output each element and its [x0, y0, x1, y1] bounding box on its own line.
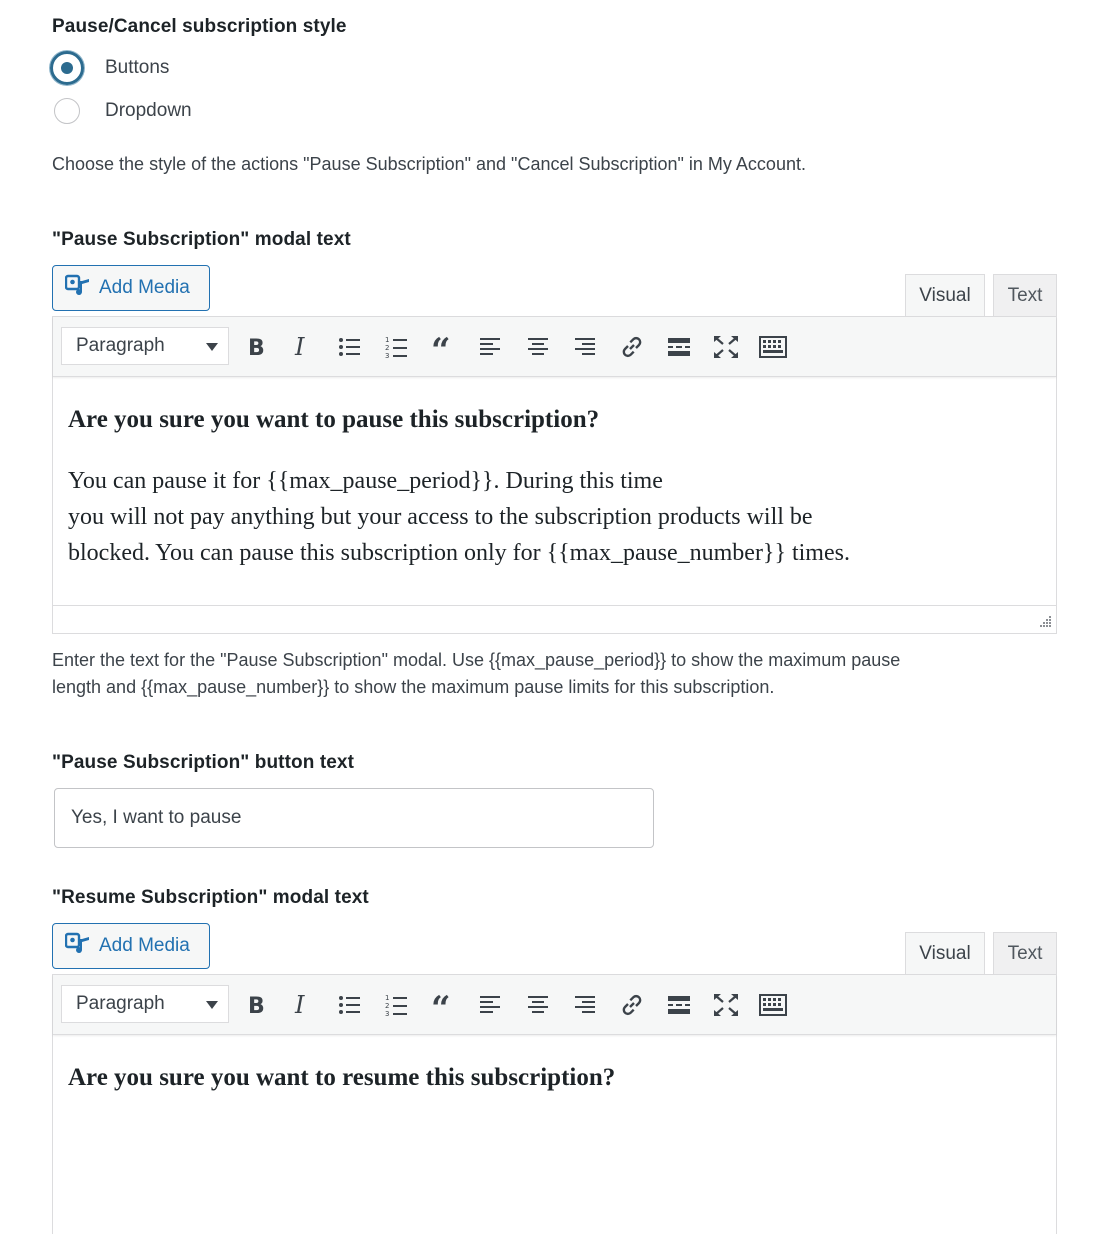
chevron-down-icon — [206, 1001, 218, 1009]
pause-body-line-3: blocked. You can pause this subscription only for {{max_pause_number}} times. — [68, 540, 850, 566]
bullet-list-button[interactable] — [334, 331, 366, 363]
toolbar-toggle-button[interactable] — [757, 331, 789, 363]
tab-text[interactable]: Text — [993, 932, 1057, 974]
format-select-value: Paragraph — [76, 335, 165, 356]
fullscreen-icon — [713, 993, 739, 1017]
align-right-icon — [573, 994, 597, 1016]
bold-button[interactable] — [240, 989, 272, 1021]
svg-text:2: 2 — [385, 344, 390, 352]
align-left-icon — [479, 994, 503, 1016]
align-center-icon — [526, 994, 550, 1016]
svg-text:B: B — [248, 336, 265, 359]
align-right-button[interactable] — [569, 989, 601, 1021]
align-center-icon — [526, 336, 550, 358]
resume-add-media-button[interactable] — [52, 923, 210, 969]
align-left-button[interactable] — [475, 331, 507, 363]
italic-button[interactable] — [286, 989, 318, 1021]
radio-option-dropdown[interactable] — [50, 98, 192, 124]
resume-editor-content[interactable] — [68, 1063, 1041, 1093]
svg-text:I: I — [295, 993, 305, 1017]
numbered-list-button[interactable] — [381, 989, 413, 1021]
align-right-icon — [573, 336, 597, 358]
blockquote-button[interactable] — [428, 331, 460, 363]
italic-button[interactable] — [286, 331, 318, 363]
pause-editor-tabs — [905, 274, 1057, 317]
tab-visual[interactable]: Visual — [905, 932, 985, 974]
numbered-list-button[interactable] — [381, 331, 413, 363]
pause-editor — [52, 316, 1057, 634]
pause-help-line-2: length and {{max_pause_number}} to show the maximum pause limits for this subscription. — [52, 677, 775, 697]
pause-button-text-value: Yes, I want to pause — [71, 807, 242, 828]
format-select[interactable] — [61, 327, 229, 365]
editor-toolbar — [53, 317, 1056, 377]
toolbar-toggle-button[interactable] — [757, 989, 789, 1021]
resume-editor — [52, 974, 1057, 1234]
style-section-title: Pause/Cancel subscription style — [52, 16, 347, 37]
fullscreen-button[interactable] — [710, 331, 742, 363]
quote-icon — [431, 994, 457, 1016]
svg-text:2: 2 — [385, 1002, 390, 1010]
svg-text:1: 1 — [385, 336, 390, 344]
pause-modal-help — [52, 647, 900, 701]
pause-modal-body — [68, 463, 1041, 571]
resume-modal-heading: Are you sure you want to resume this subscription? — [68, 1064, 616, 1091]
style-description: Choose the style of the actions "Pause Subscription" and "Cancel Subscription" in My Account. — [52, 154, 806, 174]
keyboard-icon — [759, 335, 787, 359]
insert-link-button[interactable] — [616, 331, 648, 363]
bullet-list-icon — [338, 336, 362, 358]
pause-body-line-2: you will not pay anything but your access to the subscription products will be — [68, 504, 813, 530]
align-center-button[interactable] — [522, 989, 554, 1021]
add-media-label: Add Media — [99, 277, 190, 298]
radio-option-buttons[interactable] — [50, 51, 169, 85]
svg-text:1: 1 — [385, 994, 390, 1002]
svg-text:3: 3 — [385, 1010, 390, 1017]
add-media-label: Add Media — [99, 935, 190, 956]
blockquote-button[interactable] — [428, 989, 460, 1021]
svg-text:“: “ — [431, 994, 451, 1016]
resume-modal-title: "Resume Subscription" modal text — [52, 887, 369, 908]
svg-text:B: B — [248, 994, 265, 1017]
italic-icon — [291, 993, 313, 1017]
bold-icon — [245, 335, 267, 359]
align-left-icon — [479, 336, 503, 358]
read-more-icon — [667, 336, 691, 358]
format-select-value: Paragraph — [76, 993, 165, 1014]
media-icon — [65, 274, 91, 303]
media-icon — [65, 932, 91, 961]
fullscreen-button[interactable] — [710, 989, 742, 1021]
align-left-button[interactable] — [475, 989, 507, 1021]
read-more-button[interactable] — [663, 331, 695, 363]
resize-handle-icon[interactable] — [1038, 615, 1052, 629]
read-more-icon — [667, 994, 691, 1016]
numbered-list-icon — [385, 993, 409, 1017]
insert-link-button[interactable] — [616, 989, 648, 1021]
pause-modal-heading: Are you sure you want to pause this subscription? — [68, 406, 600, 433]
bold-button[interactable] — [240, 331, 272, 363]
quote-icon — [431, 336, 457, 358]
format-select[interactable] — [61, 985, 229, 1023]
editor-statusbar — [53, 605, 1056, 633]
link-icon — [619, 334, 645, 360]
tab-visual[interactable]: Visual — [905, 274, 985, 316]
pause-button-text-title: "Pause Subscription" button text — [52, 752, 355, 773]
italic-icon — [291, 335, 313, 359]
fullscreen-icon — [713, 335, 739, 359]
chevron-down-icon — [206, 343, 218, 351]
radio-dropdown-unchecked[interactable] — [54, 98, 80, 124]
bold-icon — [245, 993, 267, 1017]
link-icon — [619, 992, 645, 1018]
svg-text:I: I — [295, 335, 305, 359]
svg-text:“: “ — [431, 336, 451, 358]
numbered-list-icon — [385, 335, 409, 359]
keyboard-icon — [759, 993, 787, 1017]
tab-text[interactable]: Text — [993, 274, 1057, 316]
align-right-button[interactable] — [569, 331, 601, 363]
pause-help-line-1: Enter the text for the "Pause Subscription" modal. Use {{max_pause_period}} to show the maximum pause — [52, 650, 901, 670]
align-center-button[interactable] — [522, 331, 554, 363]
editor-toolbar — [53, 975, 1056, 1035]
resume-editor-tabs — [905, 932, 1057, 975]
bullet-list-button[interactable] — [334, 989, 366, 1021]
svg-text:3: 3 — [385, 352, 390, 359]
radio-buttons-checked[interactable] — [50, 51, 84, 85]
pause-editor-content[interactable] — [68, 405, 1041, 571]
pause-modal-title: "Pause Subscription" modal text — [52, 229, 351, 250]
pause-add-media-button[interactable] — [52, 265, 210, 311]
bullet-list-icon — [338, 994, 362, 1016]
pause-body-line-1: You can pause it for {{max_pause_period}}. During this time — [68, 468, 663, 494]
radio-label-buttons: Buttons — [105, 57, 170, 78]
pause-button-text-input[interactable] — [54, 788, 654, 848]
radio-label-dropdown: Dropdown — [105, 100, 192, 121]
read-more-button[interactable] — [663, 989, 695, 1021]
